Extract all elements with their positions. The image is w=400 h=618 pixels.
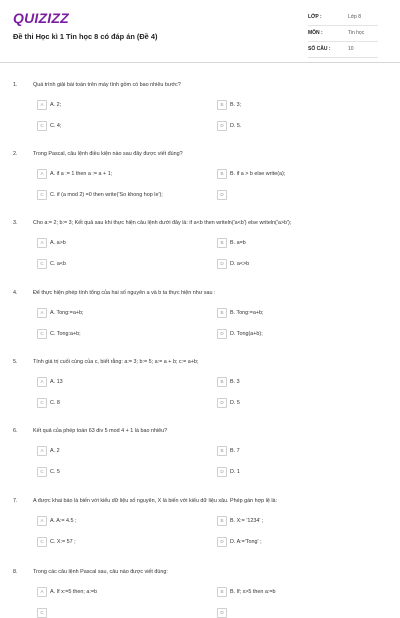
option-text: A. if a := 1 then a := a + 1; — [50, 171, 113, 177]
answer-option[interactable] — [37, 398, 60, 408]
meta-label: MÔN : — [308, 30, 323, 36]
option-text: A. a>b — [50, 240, 66, 246]
meta-value: Lớp 8 — [348, 14, 362, 20]
option-text: C. if (a mod 2) =0 then write('So khong hop le'); — [50, 192, 163, 198]
answer-option[interactable] — [37, 516, 77, 526]
question-text: A được khai báo là biến với kiểu dữ liệu số nguyên, X là biến với kiểu dữ liệu xâu. Phép gán hợp lệ là: — [33, 498, 278, 504]
answer-option[interactable] — [217, 308, 263, 318]
option-letter-box: A — [37, 100, 47, 110]
option-letter-box: A — [37, 377, 47, 387]
option-text: A. If x:=5 then; a:=b — [50, 589, 98, 595]
option-letter-box: B — [217, 587, 227, 597]
quizizz-logo: QUIZIZZ — [13, 10, 69, 26]
answer-option[interactable] — [37, 587, 97, 597]
option-letter-box: A — [37, 516, 47, 526]
answer-option[interactable] — [217, 587, 276, 597]
answer-option[interactable] — [217, 259, 249, 269]
option-text: C. 4; — [50, 123, 62, 129]
option-letter-box: C — [37, 467, 47, 477]
option-letter-box: D — [217, 259, 227, 269]
answer-option[interactable] — [37, 169, 112, 179]
page-title: Đề thi Học kì 1 Tin học 8 có đáp án (Đề 4) — [13, 32, 158, 41]
meta-row-count — [308, 42, 378, 58]
answer-option[interactable] — [217, 169, 285, 179]
option-letter-box: C — [37, 121, 47, 131]
option-text: B. 3 — [230, 379, 240, 385]
answer-option[interactable] — [217, 238, 246, 248]
option-letter-box: D — [217, 398, 227, 408]
option-text: A. Tong:=a+b; — [50, 310, 84, 316]
answer-option[interactable] — [37, 608, 50, 618]
option-text: B. Tong:=a+b; — [230, 310, 264, 316]
option-text: C. X:= 57 ; — [50, 539, 76, 545]
answer-option[interactable] — [37, 329, 81, 339]
option-letter-box: B — [217, 238, 227, 248]
answer-option[interactable] — [217, 467, 240, 477]
question-number: 2. — [13, 151, 18, 157]
option-letter-box: D — [217, 329, 227, 339]
option-letter-box: A — [37, 308, 47, 318]
option-text: C. 5 — [50, 469, 60, 475]
question-number: 8. — [13, 569, 18, 575]
option-letter-box: D — [217, 608, 227, 618]
question-text: Quá trình giải bài toán trên máy tính gồm có bao nhiêu bước? — [33, 82, 181, 88]
option-text: B. if a > b else write(a); — [230, 171, 286, 177]
option-text: A. A:= 4.5 ; — [50, 518, 77, 524]
answer-option[interactable] — [37, 238, 66, 248]
option-text: C. Tong:a+b; — [50, 331, 81, 337]
answer-option[interactable] — [217, 537, 262, 547]
option-text: D. A:='Tong' ; — [230, 539, 262, 545]
answer-option[interactable] — [37, 467, 60, 477]
option-text: D. 5 — [230, 400, 240, 406]
option-letter-box: D — [217, 537, 227, 547]
meta-label: LỚP : — [308, 14, 322, 20]
meta-value: Tin học — [348, 30, 365, 36]
answer-option[interactable] — [37, 446, 60, 456]
option-text: B. a=b — [230, 240, 246, 246]
option-letter-box: A — [37, 587, 47, 597]
question-text: Tính giá trị cuối cùng của c, biết rằng: a:= 3; b:= 5; a:= a + b; c:= a+b; — [33, 359, 199, 365]
option-letter-box: A — [37, 238, 47, 248]
option-letter-box: C — [37, 608, 47, 618]
question-text: Kết quả của phép toán 63 div 5 mod 4 + 1 là bao nhiêu? — [33, 428, 168, 434]
option-text: B. 3; — [230, 102, 242, 108]
option-text: B. If; x>5 then a:=b — [230, 589, 276, 595]
answer-option[interactable] — [37, 259, 66, 269]
question-text: Trong các câu lệnh Pascal sau, câu nào được viết đúng: — [33, 569, 168, 575]
meta-row-class — [308, 10, 378, 26]
option-letter-box: B — [217, 377, 227, 387]
option-letter-box: D — [217, 190, 227, 200]
meta-value: 10 — [348, 46, 354, 52]
option-letter-box: B — [217, 308, 227, 318]
question-text: Cho a:= 2; b:= 3; Kết quả sau khi thực hiện câu lệnh dưới đây là: if a<b then writeln('a<b') else writeln('a>b'); — [33, 220, 292, 226]
question-text: Để thực hiện phép tính tổng của hai số nguyên a và b ta thực hiện như sau : — [33, 290, 216, 296]
option-letter-box: C — [37, 329, 47, 339]
header — [0, 0, 400, 63]
option-letter-box: D — [217, 121, 227, 131]
option-letter-box: B — [217, 516, 227, 526]
answer-option[interactable] — [217, 608, 230, 618]
question-number: 4. — [13, 290, 18, 296]
answer-option[interactable] — [217, 329, 263, 339]
option-text: D. a<>b — [230, 261, 250, 267]
option-letter-box: C — [37, 398, 47, 408]
answer-option[interactable] — [217, 190, 230, 200]
answer-option[interactable] — [37, 308, 83, 318]
meta-row-subject — [308, 26, 378, 42]
answer-option[interactable] — [37, 537, 76, 547]
answer-option[interactable] — [217, 377, 240, 387]
answer-option[interactable] — [37, 100, 61, 110]
answer-option[interactable] — [217, 121, 241, 131]
option-text: B. X:= '1234' ; — [230, 518, 264, 524]
answer-option[interactable] — [37, 190, 163, 200]
option-letter-box: A — [37, 446, 47, 456]
option-text: A. 2 — [50, 448, 60, 454]
option-letter-box: C — [37, 537, 47, 547]
answer-option[interactable] — [217, 398, 240, 408]
answer-option[interactable] — [217, 516, 263, 526]
option-text: B. 7 — [230, 448, 240, 454]
option-text: D. 1 — [230, 469, 240, 475]
meta-info — [308, 10, 378, 58]
option-letter-box: D — [217, 467, 227, 477]
option-text: C. 8 — [50, 400, 60, 406]
question-number: 7. — [13, 498, 18, 504]
option-letter-box: C — [37, 259, 47, 269]
question-text: Trong Pascal, câu lệnh điều kiện nào sau đây được viết đúng? — [33, 151, 183, 157]
option-letter-box: A — [37, 169, 47, 179]
option-text: A. 2; — [50, 102, 62, 108]
option-text: A. 13 — [50, 379, 63, 385]
option-text: C. a<b — [50, 261, 67, 267]
option-letter-box: B — [217, 169, 227, 179]
option-text: D. 5. — [230, 123, 242, 129]
option-letter-box: B — [217, 446, 227, 456]
option-letter-box: B — [217, 100, 227, 110]
question-number: 5. — [13, 359, 18, 365]
answer-option[interactable] — [37, 121, 61, 131]
meta-label: SỐ CÂU : — [308, 46, 331, 52]
option-letter-box: C — [37, 190, 47, 200]
answer-option[interactable] — [37, 377, 63, 387]
answer-option[interactable] — [217, 446, 240, 456]
option-text: D. Tong(a+b); — [230, 331, 263, 337]
question-number: 6. — [13, 428, 18, 434]
question-number: 1. — [13, 82, 18, 88]
answer-option[interactable] — [217, 100, 241, 110]
question-number: 3. — [13, 220, 18, 226]
